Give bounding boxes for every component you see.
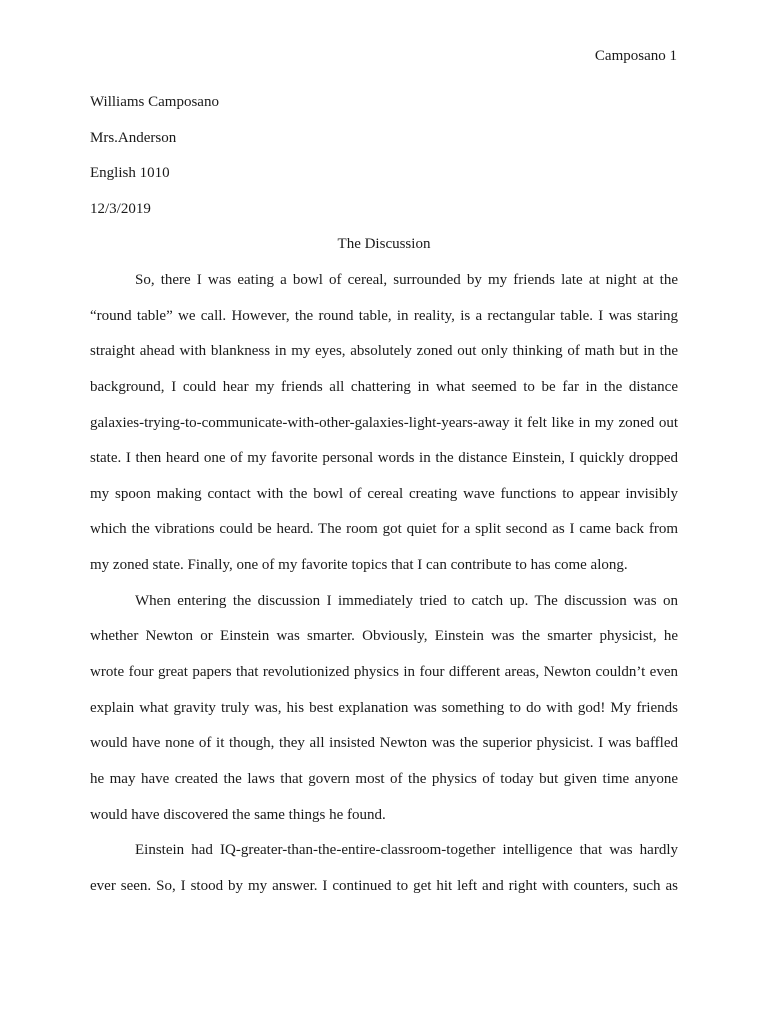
body-line: So, there I was eating a bowl of cereal, surrounded by my friends late at night at the xyxy=(135,272,678,288)
course-name: English 1010 xyxy=(90,165,170,182)
mla-heading xyxy=(90,92,680,234)
body-line: When entering the discussion I immediately tried to catch up. The discussion was on xyxy=(135,592,678,609)
author-name: Williams Camposano xyxy=(90,94,219,110)
body-line: my zoned state. Finally, one of my favorite topics that I can contribute to has come along. xyxy=(90,557,628,574)
body-line: Einstein had IQ-greater-than-the-entire-classroom-together intelligence that was hardly xyxy=(135,842,678,859)
essay-body xyxy=(90,270,678,912)
body-line: my spoon making contact with the bowl of cereal creating wave functions to appear invisibly xyxy=(90,485,678,502)
body-line: background, I could hear my friends all chattering in what seemed to be far in the distance xyxy=(90,378,678,395)
body-line: “round table” we call. However, the round table, in reality, is a rectangular table. I was staring xyxy=(90,307,678,324)
body-line: which the vibrations could be heard. The room got quiet for a split second as I came back from xyxy=(90,521,678,538)
essay-date: 12/3/2019 xyxy=(90,200,151,217)
body-line: whether Newton or Einstein was smarter. Obviously, Einstein was the smarter physicist, he xyxy=(90,628,678,645)
body-line: straight ahead with blankness in my eyes, absolutely zoned out only thinking of math but in the xyxy=(90,343,678,360)
body-line: would have discovered the same things he found. xyxy=(90,806,386,823)
body-line: explain what gravity truly was, his best explanation was something to do with god! My friends xyxy=(90,699,678,716)
instructor-name: Mrs.Anderson xyxy=(90,129,177,146)
body-line: he may have created the laws that govern most of the physics of today but given time anyone xyxy=(90,770,678,787)
body-line: galaxies-trying-to-communicate-with-other-galaxies-light-years-away it felt like in my zoned out xyxy=(90,414,678,431)
body-line: would have none of it though, they all insisted Newton was the superior physicist. I was baffled xyxy=(90,735,678,752)
body-line: state. I then heard one of my favorite personal words in the distance Einstein, I quickly dropped xyxy=(90,450,678,467)
essay-title: The Discussion xyxy=(337,236,431,252)
body-line: wrote four great papers that revolutionized physics in four different areas, Newton couldn’t even xyxy=(90,664,678,681)
running-head: Camposano 1 xyxy=(594,48,677,64)
body-line: ever seen. So, I stood by my answer. I continued to get hit left and right with counters, such as xyxy=(90,877,678,894)
